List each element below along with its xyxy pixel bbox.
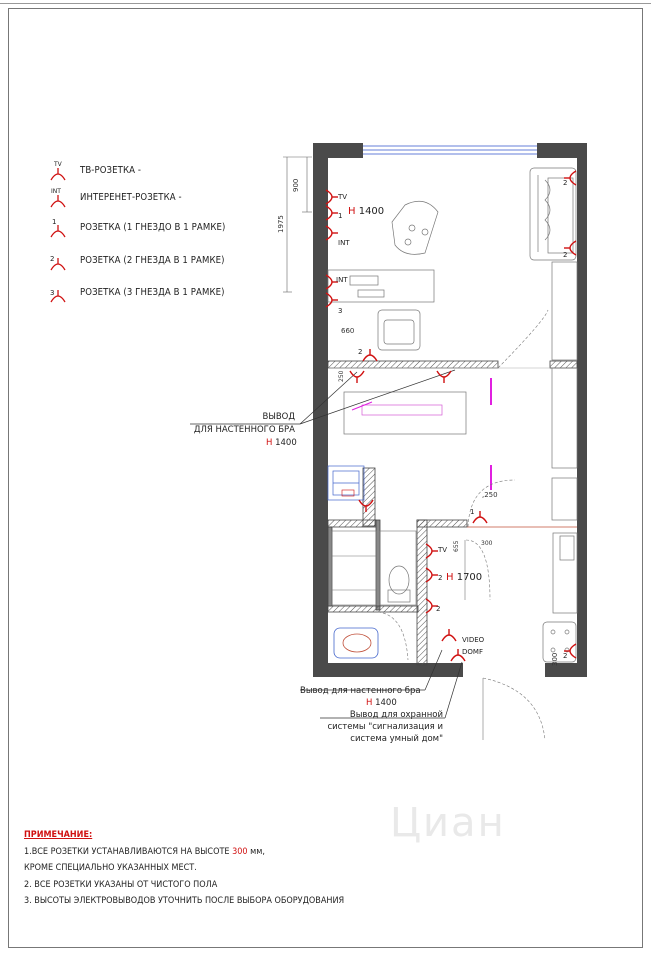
legend-label: ТВ-РОЗЕТКА - [80, 164, 142, 176]
tv-label: TV [338, 193, 348, 201]
legend-label: РОЗЕТКА (3 ГНЕЗДА В 1 РАМКЕ) [80, 286, 225, 298]
wardrobe [552, 262, 577, 613]
note-line-3: 2. ВСЕ РОЗЕТКИ УКАЗАНЫ ОТ ЧИСТОГО ПОЛА [24, 880, 218, 890]
window-top [363, 146, 537, 154]
sink [334, 628, 378, 658]
dim-250b: ,250 [482, 491, 498, 499]
dimension-lines-left [283, 157, 312, 292]
height-label: H 1400 [348, 206, 385, 217]
sconce-height-bottom: H 1400 [366, 698, 397, 708]
svg-text:INT: INT [51, 188, 61, 195]
armchair [392, 201, 438, 254]
socket-number: 2 [563, 179, 568, 187]
dim-250: 250 [338, 370, 345, 382]
alarm-label-3: система умный дом" [350, 734, 443, 744]
note-unit: мм, [247, 847, 265, 857]
socket-number: 1 [470, 508, 475, 516]
legend-label: ИНТЕРЕНЕТ-РОЗЕТКА - [80, 191, 182, 203]
dim-660: 660 [341, 327, 355, 335]
dim-655: 655 [453, 540, 460, 552]
svg-text:TV: TV [54, 161, 62, 168]
socket-number: 1 [338, 212, 343, 220]
int-label: INT [338, 239, 350, 247]
note-line-2: КРОМЕ СПЕЦИАЛЬНО УКАЗАННЫХ МЕСТ. [24, 863, 197, 873]
note-line-4: 3. ВЫСОТЫ ЭЛЕКТРОВЫВОДОВ УТОЧНИТЬ ПОСЛЕ ВЫБОРА ОБОРУДОВАНИЯ [24, 896, 345, 906]
alarm-label-1: Вывод для охранной [349, 710, 443, 720]
note-value: 300 [232, 847, 248, 857]
dim-300: 300 [481, 540, 493, 547]
stove [543, 622, 576, 662]
shower [332, 531, 416, 605]
kitchen-table [344, 392, 466, 434]
height-label: H 1700 [446, 572, 483, 583]
partition-wall [328, 361, 498, 368]
socket-number: 2 [436, 605, 441, 613]
note-line-1 [24, 846, 265, 858]
tv-label: TV [438, 546, 448, 554]
video-label: VIDEO [462, 636, 485, 644]
socket-number: 2 [563, 251, 568, 259]
watermark: Циан [390, 800, 506, 846]
toilet [388, 566, 410, 602]
svg-text:2: 2 [50, 255, 55, 263]
legend-label: РОЗЕТКА (2 ГНЕЗДА В 1 РАМКЕ) [80, 254, 225, 266]
sconce-height: H 1400 [266, 438, 297, 448]
socket-number: 2 [438, 574, 443, 582]
dim-300b: 300 [551, 652, 559, 666]
kitchen-block [328, 466, 364, 500]
dim-1975: 1975 [277, 215, 285, 233]
svg-text:3: 3 [50, 289, 55, 297]
svg-text:1: 1 [52, 218, 57, 226]
int-label: INT [336, 276, 348, 284]
sconce-label-2: ДЛЯ НАСТЕННОГО БРА [193, 425, 295, 435]
outer-walls [313, 143, 587, 677]
socket-number: 2 [563, 652, 568, 660]
legend-label: РОЗЕТКА (1 ГНЕЗДО В 1 РАМКЕ) [80, 221, 226, 233]
socket-symbols [326, 171, 576, 661]
sconce-label-1: ВЫВОД [262, 412, 295, 422]
sconce-label-bottom: Вывод для настенного бра [300, 686, 421, 696]
sofa [530, 168, 576, 260]
note-title: ПРИМЕЧАНИЕ: [24, 830, 93, 840]
note-text: 1.ВСЕ РОЗЕТКИ УСТАНАВЛИВАЮТСЯ НА ВЫСОТЕ [24, 847, 233, 857]
socket-number: 2 [358, 348, 363, 356]
partition-wall [550, 361, 577, 368]
alarm-label-2: системы "сигнализация и [327, 722, 443, 732]
domf-label: DOMF [462, 648, 483, 656]
dim-900: 900 [292, 178, 300, 192]
socket-number: 3 [338, 307, 343, 315]
